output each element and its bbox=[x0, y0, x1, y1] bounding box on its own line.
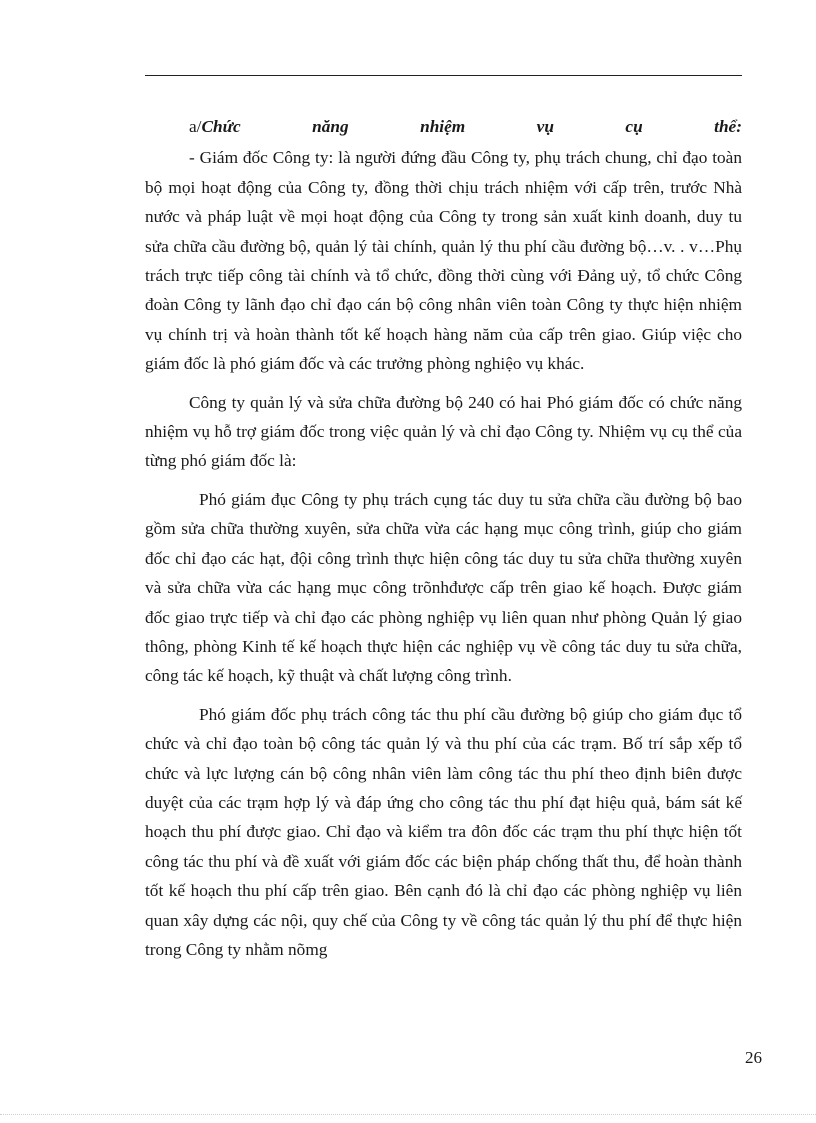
heading-word: cụ bbox=[625, 117, 643, 136]
heading-word: vụ bbox=[536, 117, 554, 136]
heading-word: nhiệm bbox=[420, 117, 466, 136]
page-number: 26 bbox=[745, 1048, 762, 1067]
heading-word: Chức bbox=[201, 117, 241, 136]
paragraph-deputies-intro: Công ty quản lý và sửa chữa đường bộ 240 có hai Phó giám đốc có chức năng nhiệm vụ hỗ trợ giám đốc trong việc quản lý và chỉ đạo Công ty. Nhiệm vụ cụ thể của từng phó giám đốc là: bbox=[145, 392, 742, 471]
section-heading bbox=[145, 112, 742, 141]
paragraph-deputy-toll: Phó giám đốc phụ trách công tác thu phí cầu đường bộ giúp cho giám đục tổ chức và chỉ đạo toàn bộ công tác quản lý và thu phí của các trạm. Bố trí sắp xếp tổ chức và lực lượng cán bộ công nhân viên làm công tác thu phí theo định biên được duyệt của các trạm hợp lý và đáp ứng cho công tác thu phí đạt hiệu quả, bám sát kế hoạch thu phí được giao. Chỉ đạo và kiểm tra đôn đốc các trạm thu phí thực hiện tốt công tác thu phí và đề xuất với giám đốc các biện pháp chống thất thu, để hoàn thành tốt kế hoạch thu phí cấp trên giao. Bên cạnh đó là chỉ đạo các phòng nghiệp vụ liên quan xây dựng các nội, quy chế của Công ty về công tác quản lý thu phí để thực hiện trong Công ty nhằm nõmg bbox=[145, 704, 742, 959]
page-body bbox=[145, 112, 742, 964]
paragraph-deputy-maintenance: Phó giám đục Công ty phụ trách cụng tác duy tu sửa chữa cầu đường bộ bao gồm sửa chữa thường xuyên, sửa chữa vừa các hạng mục công trình, giúp cho giám đốc chỉ đạo các hạt, đội công trình thực hiện công tác duy tu sửa chữa thường xuyên và sửa chữa vừa các hạng mục công trõnhđược cấp trên giao kế hoạch. Được giám đốc giao trực tiếp và chỉ đạo các phòng nghiệp vụ liên quan như phòng Quản lý giao thông, phòng Kinh tế kế hoạch thực hiện các nghiệp vụ về công tác duy tu sửa chữa, công tác kế hoạch, kỹ thuật và chất lượng công trình. bbox=[145, 489, 742, 686]
header-rule bbox=[145, 75, 742, 76]
paragraph-director: - Giám đốc Công ty: là người đứng đầu Công ty, phụ trách chung, chỉ đạo toàn bộ mọi hoạt động của Công ty, đồng thời chịu trách nhiệm với cấp trên, trước Nhà nước và pháp luật về mọi hoạt động của Công ty trong sản xuất kinh doanh, duy tu sửa chữa cầu đường bộ, quản lý tài chính, quản lý thu phí cầu đường bộ…v. . v…Phụ trách trực tiếp công tài chính và tổ chức, đồng thời cùng với Đảng uỷ, tổ chức Công đoàn Công ty lãnh đạo chỉ đạo cán bộ công nhân viên toàn Công ty thực hiện nhiệm vụ chính trị và hoàn thành tốt kế hoạch hàng năm của cấp trên giao. Giúp việc cho giám đốc là phó giám đốc và các trưởng phòng nghiệo vụ khác. bbox=[145, 148, 742, 374]
heading-word: thể: bbox=[714, 117, 742, 136]
heading-prefix: a/ bbox=[189, 117, 202, 136]
footer-dotted-rule bbox=[0, 1114, 816, 1115]
heading-word: năng bbox=[312, 117, 349, 136]
